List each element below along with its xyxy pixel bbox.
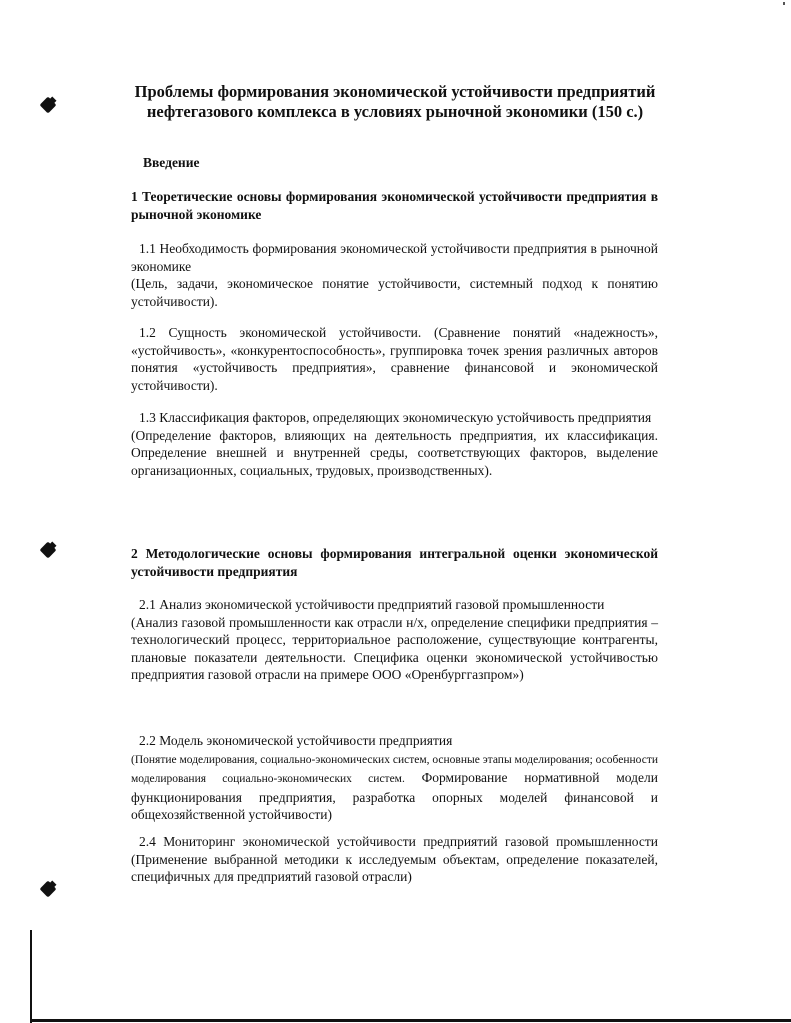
- scan-mark: [783, 2, 785, 5]
- punch-hole-mark-icon: [40, 881, 57, 898]
- section-2-2: [131, 732, 658, 824]
- section-2-1-title: 2.1 Анализ экономической устойчивости предприятий газовой промышленности: [139, 597, 605, 612]
- chapter-1-heading: 1 Теоретические основы формирования экономической устойчивости предприятия в рыночной экономике: [131, 189, 658, 222]
- section-1-3: [131, 409, 658, 479]
- section-2-2-desc: [131, 750, 658, 824]
- section-1-1-desc: (Цель, задачи, экономическое понятие устойчивости, системный подход к понятию устойчивости).: [131, 276, 658, 309]
- section-2-1-desc: (Анализ газовой промышленности как отрасли н/х, определение специфики предприятия – технологический процесс, территориальное расположение, существующие контрагенты, плановые показатели деятельности. Специфика оценки экономической устойчивостью предприятия газовой отрасли на примере ООО «Оренбурггазпром»): [131, 614, 658, 682]
- section-1-2-text: 1.2 Сущность экономической устойчивости. (Сравнение понятий «надежность», «устойчивость», «конкурентоспособность», группировка точек зрения различных авторов понятия «устойчивость предприятия», сравнение финансовой и экономической устойчивости).: [131, 325, 658, 393]
- section-2-2-title: 2.2 Модель экономической устойчивости предприятия: [139, 733, 453, 748]
- section-1-1-title: 1.1 Необходимость формирования экономической устойчивости предприятия в рыночной экономике: [131, 241, 658, 274]
- scan-border-bottom: [30, 1019, 791, 1022]
- section-1-3-title: 1.3 Классификация факторов, определяющих экономическую устойчивость предприятия: [139, 410, 652, 425]
- section-2-4: [131, 833, 658, 886]
- section-2-2-desc-rest: Формирование нормативной модели функционирования предприятия, разработка опорных моделей финансовой и общехозяйственной устойчивости): [131, 770, 658, 822]
- section-2-4-text: 2.4 Мониторинг экономической устойчивости предприятий газовой промышленности (Применение выбранной методики к исследуемым объектам, определение показателей, специфичных для предприятий газовой отрасли): [131, 834, 658, 884]
- chapter-2-heading: 2 Методологические основы формирования интегральной оценки экономической устойчивости предприятия: [131, 546, 658, 579]
- section-2-2-desc-small: (Понятие моделирования, социально-экономических систем, основные этапы моделирования; особенности моделирования социально-экономических систем.: [131, 753, 658, 785]
- section-2-1: [131, 596, 658, 684]
- punch-hole-mark-icon: [40, 97, 57, 114]
- section-1-3-desc: (Определение факторов, влияющих на деятельность предприятия, их классификация. Определение внешней и внутренней среды, соответствующих факторов, выделение организационных, социальных, трудовых, производственных).: [131, 427, 658, 478]
- scan-border-left: [30, 930, 32, 1023]
- section-1-2: [131, 324, 658, 394]
- section-1-1: [131, 240, 658, 310]
- punch-hole-mark-icon: [40, 542, 57, 559]
- intro-heading: Введение: [143, 155, 200, 170]
- document-title: Проблемы формирования экономической устойчивости предприятий нефтегазового комплекса в условиях рыночной экономики (150 с.): [134, 82, 656, 121]
